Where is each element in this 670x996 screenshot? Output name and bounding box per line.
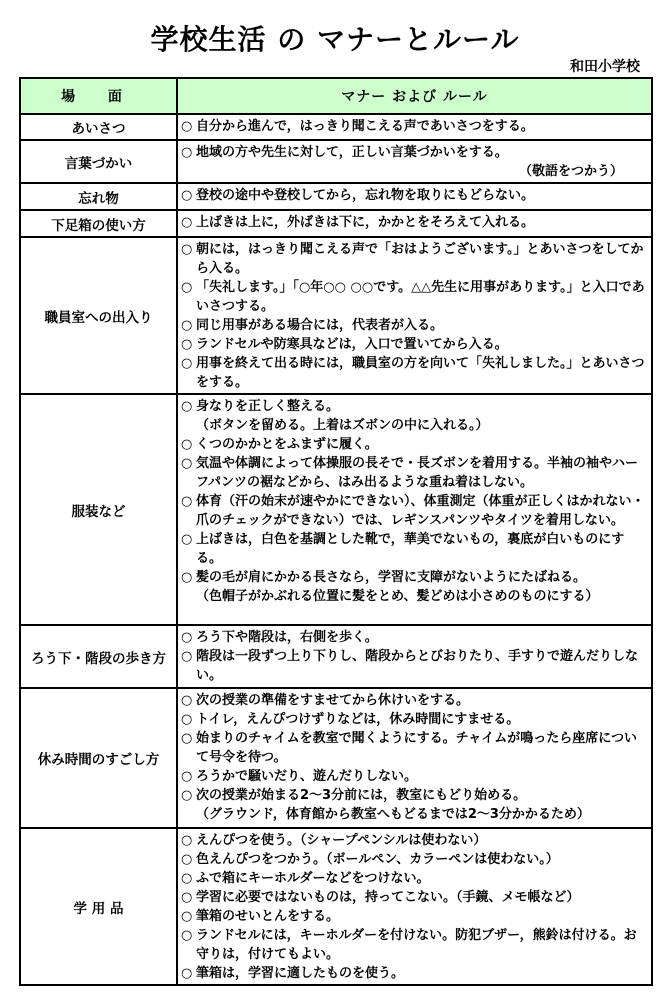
table-row [20,140,652,183]
rule-item [181,568,649,587]
column-header-rules: マナー および ルール [177,78,652,114]
scene-cell: 下足箱の使い方 [20,210,177,237]
rule-item [181,354,649,392]
rule-item [181,691,649,710]
rule-item [181,831,649,850]
rule-text: 身なりを正しく整える。 [196,399,340,414]
scene-cell: 言葉づかい [20,140,177,183]
rule-item [181,767,649,786]
circle-bullet-icon: ○ [181,712,193,727]
rules-cell [177,394,652,625]
rules-cell [177,625,652,688]
rules-cell [177,114,652,140]
rule-text: 次の授業が始まる2～3分前には，教室にもどり始める。 [196,788,527,803]
table-row [20,688,652,828]
rule-item [181,729,649,767]
scene-cell: 職員室への出入り [20,237,177,394]
rule-item [181,240,649,278]
circle-bullet-icon: ○ [181,966,193,981]
circle-bullet-icon: ○ [181,871,193,886]
rule-item [181,530,649,568]
rule-item [181,397,649,416]
circle-bullet-icon: ○ [181,280,193,295]
circle-bullet-icon: ○ [181,788,193,803]
circle-bullet-icon: ○ [181,356,193,371]
rule-item [181,492,649,530]
rule-text: 体育（汗の始末が速やかにできない）、体重測定（体重が正しくはかれない・爪のチェックができない）では、レギンスパンツやタイツを着用しない。 [196,494,645,528]
rule-item [181,907,649,926]
rule-item [181,435,649,454]
rule-text: ランドセルには，キーホルダーを付けない。防犯ブザー，熊鈴は付ける。お守りは，付けてもよい。 [196,928,637,962]
rule-item [181,628,649,647]
rule-item [181,186,649,205]
table-header-row [20,78,652,114]
rule-text: 筆箱は，学習に適したものを使う。 [196,966,405,981]
rule-item [181,213,649,232]
rule-text: くつのかかとをふまずに履く。 [196,437,378,452]
circle-bullet-icon: ○ [181,909,193,924]
circle-bullet-icon: ○ [181,570,193,585]
table-body [20,114,652,985]
rule-text: 上ばきは，白色を基調とした靴で，華美でないもの，裏底が白いものにする。 [196,532,625,566]
rule-text: ろう下や階段は，右側を歩く。 [196,630,378,645]
circle-bullet-icon: ○ [181,318,193,333]
rule-item [181,278,649,316]
table-row [20,394,652,625]
rule-item [181,869,649,888]
circle-bullet-icon: ○ [181,769,193,784]
rule-text: 用事を終えて出る時には，職員室の方を向いて「失礼しました。」とあいさつをする。 [196,356,645,390]
circle-bullet-icon: ○ [181,649,193,664]
circle-bullet-icon: ○ [181,928,193,943]
rules-cell [177,237,652,394]
rule-text: 自分から進んで，はっきり聞こえる声であいさつをする。 [196,119,534,134]
rule-text: ろうかで騒いだり、遊んだりしない。 [196,769,418,784]
circle-bullet-icon: ○ [181,852,193,867]
rule-item [181,926,649,964]
circle-bullet-icon: ○ [181,145,193,160]
rule-text: 筆箱のせいとんをする。 [196,909,340,924]
rule-text: 始まりのチャイムを教室で聞くようにする。チャイムが鳴ったら座席について号令を待つ。 [196,731,637,765]
rule-text: 色えんぴつをつかう。（ボールペン、カラーペンは使わない。） [196,852,559,867]
rule-note: （色帽子がかぶれる位置に髪をとめ、髪どめは小さめのものにする） [196,589,599,604]
table-row [20,625,652,688]
rules-cell [177,828,652,985]
table-row [20,210,652,237]
rule-item [181,143,649,162]
rules-cell [177,183,652,210]
rule-item [181,647,649,685]
rule-text: 「失礼します。」「○年○○ ○○です。△△先生に用事があります。」と入口であいさつする。 [196,280,645,314]
rule-note: （敬語をつかう） [518,164,623,179]
table-row [20,828,652,985]
table-row [20,114,652,140]
rule-text: 次の授業の準備をすませてから休けいをする。 [196,693,470,708]
page-title: 学校生活 の マナーとルール [150,23,520,56]
rule-text: 地域の方や先生に対して，正しい言葉づかいをする。 [196,145,508,160]
rule-text: えんぴつを使う。（シャープペンシルは使わない） [196,833,487,848]
rules-cell [177,688,652,828]
rule-item [181,335,649,354]
circle-bullet-icon: ○ [181,494,193,509]
scene-cell: 学 用 品 [20,828,177,985]
rule-text: ふで箱にキーホルダーなどをつけない。 [196,871,430,886]
rule-item [181,850,649,869]
circle-bullet-icon: ○ [181,215,193,230]
rules-table [19,77,653,986]
rule-note: （ボタンを留める。上着はズボンの中に入れる。） [196,418,489,433]
scene-cell: 服装など [20,394,177,625]
rule-text: 同じ用事がある場合には，代表者が入る。 [196,318,444,333]
circle-bullet-icon: ○ [181,693,193,708]
scene-cell: 休み時間のすごし方 [20,688,177,828]
circle-bullet-icon: ○ [181,890,193,905]
rule-item [181,888,649,907]
rule-text: 朝には，はっきり聞こえる声で「おはようございます。」とあいさつをしてから入る。 [196,242,644,276]
scene-cell: ろう下・階段の歩き方 [20,625,177,688]
rule-text: ランドセルや防寒具などは，入口で置いてから入る。 [196,337,508,352]
circle-bullet-icon: ○ [181,337,193,352]
scene-cell: あいさつ [20,114,177,140]
table-row [20,183,652,210]
rule-text: トイレ，えんぴつけずりなどは，休み時間にすませる。 [196,712,520,727]
rule-note: （グラウンド，体育館から教室へもどるまでは2～3分かかるため） [196,807,590,822]
rule-item [181,454,649,492]
rule-text: 学習に必要ではないものは，持ってこない。（手鏡、メモ帳など） [196,890,580,905]
circle-bullet-icon: ○ [181,731,193,746]
rules-cell [177,140,652,183]
column-header-scene: 場 面 [20,78,177,114]
circle-bullet-icon: ○ [181,437,193,452]
circle-bullet-icon: ○ [181,399,193,414]
circle-bullet-icon: ○ [181,532,193,547]
rule-text: 髪の毛が肩にかかる長さなら，学習に支障がないようにたばねる。 [196,570,587,585]
school-name: 和田小学校 [570,59,640,75]
rule-item [181,710,649,729]
circle-bullet-icon: ○ [181,630,193,645]
rule-text: 登校の途中や登校してから，忘れ物を取りにもどらない。 [196,188,535,203]
scene-cell: 忘れ物 [20,183,177,210]
rule-text: 階段は一段ずつ上り下りし、階段からとびおりたり、手すりで遊んだりしない。 [196,649,639,683]
table-row [20,237,652,394]
circle-bullet-icon: ○ [181,456,193,471]
rule-item [181,964,649,983]
rule-item [181,117,649,136]
rule-item [181,316,649,335]
circle-bullet-icon: ○ [181,188,193,203]
rule-text: 気温や体調によって体操服の長そで・長ズボンを着用する。半袖の袖やハーフパンツの裾などから、はみ出るような重ね着はしない。 [196,456,639,490]
circle-bullet-icon: ○ [181,833,193,848]
circle-bullet-icon: ○ [181,119,193,134]
rule-text: 上ばきは上に，外ばきは下に，かかとをそろえて入れる。 [196,215,535,230]
rules-cell [177,210,652,237]
circle-bullet-icon: ○ [181,242,193,257]
rule-item [181,786,649,805]
